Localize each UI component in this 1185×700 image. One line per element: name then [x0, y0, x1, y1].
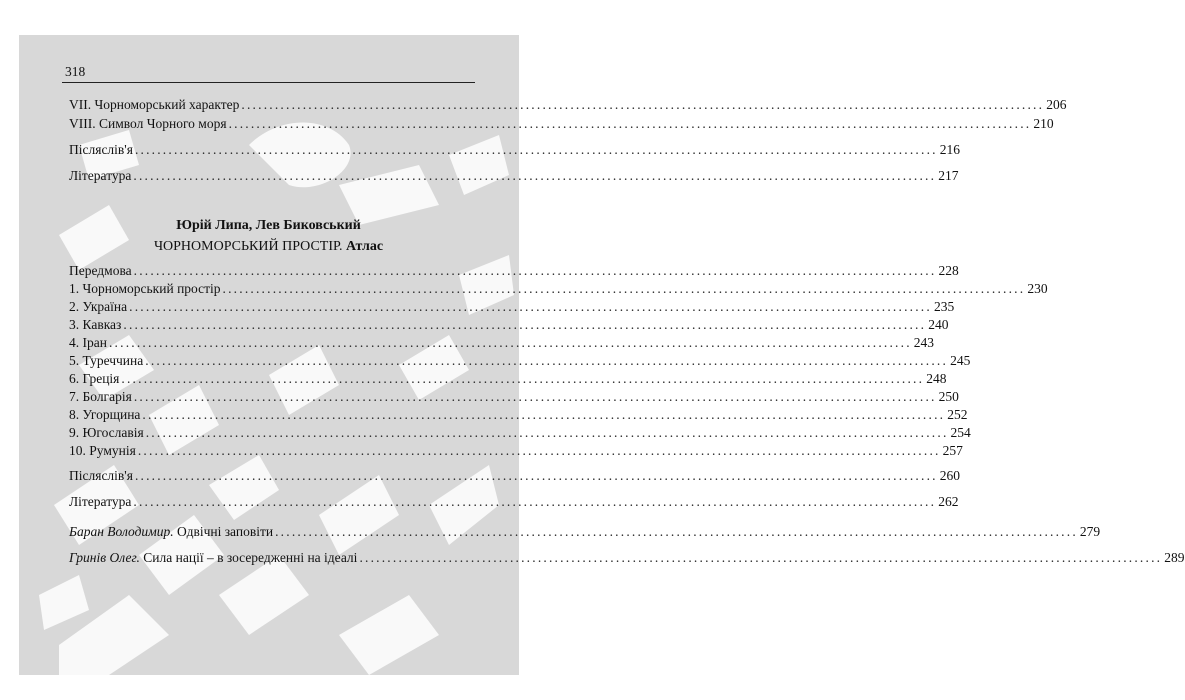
- dot-leader: ................................................................................................................................................: [133, 494, 937, 509]
- toc-entry: [69, 116, 1054, 132]
- dot-leader: ................................................................................................................................................: [133, 263, 937, 278]
- dot-leader: ................................................................................................................................................: [359, 550, 1163, 565]
- dot-leader: ................................................................................................................................................: [121, 371, 925, 386]
- toc-entry-page: 250: [938, 389, 959, 404]
- toc-entry-page: 206: [1046, 97, 1067, 112]
- toc-entry-page: 210: [1033, 116, 1054, 131]
- dot-leader: ................................................................................................................................................: [134, 142, 938, 157]
- toc-entry-page: 230: [1027, 281, 1048, 296]
- toc-entry-label: 6. Греція: [69, 371, 120, 386]
- toc-entry: [69, 524, 1101, 540]
- toc-entry: [69, 263, 959, 279]
- toc-entry-title: Сила нації – в зосередженні на ідеалі: [143, 550, 358, 565]
- dot-leader: ................................................................................................................................................: [275, 524, 1078, 539]
- dot-leader: ................................................................................................................................................: [137, 443, 941, 458]
- toc-entry-page: 289: [1164, 550, 1185, 565]
- book-title: [62, 239, 475, 255]
- toc-entry-page: 248: [926, 371, 947, 386]
- toc-entry-page: 279: [1079, 524, 1101, 539]
- toc-entry: [69, 353, 971, 369]
- toc-entry-page: 243: [913, 335, 935, 350]
- toc-entry-label: 8. Угорщина: [69, 407, 141, 422]
- toc-entry-label: VIII. Символ Чорного моря: [69, 116, 227, 131]
- header-rule: [62, 82, 475, 83]
- toc-entry: [69, 299, 955, 315]
- toc-entry: [69, 425, 971, 441]
- page-number: 318: [65, 64, 86, 79]
- toc-entry: [69, 550, 1185, 566]
- page-frame: [19, 35, 1185, 675]
- toc-entry: [69, 97, 1067, 113]
- toc-entry-page: 254: [950, 425, 971, 440]
- dot-leader: ................................................................................................................................................: [228, 116, 1032, 131]
- dot-leader: ................................................................................................................................................: [241, 97, 1045, 112]
- toc-entry-label: 9. Югославія: [69, 425, 144, 440]
- dot-leader: ................................................................................................................................................: [123, 317, 927, 332]
- toc-entry: [69, 168, 959, 184]
- toc-entry-author: Гринів Олег.: [69, 550, 140, 565]
- dot-leader: ................................................................................................................................................: [145, 425, 949, 440]
- toc-entry-page: 257: [942, 443, 963, 458]
- toc-entry-page: 217: [938, 168, 959, 183]
- toc-entry-label: Передмова: [69, 263, 132, 278]
- dot-leader: ................................................................................................................................................: [129, 299, 932, 314]
- book-authors: Юрій Липа, Лев Биковський: [176, 218, 361, 233]
- book-subtitle: Атлас: [346, 239, 384, 254]
- dot-leader: ................................................................................................................................................: [133, 168, 937, 183]
- toc-entry-label: Післяслів'я: [69, 142, 133, 157]
- dot-leader: ................................................................................................................................................: [142, 407, 946, 422]
- toc-entry: [69, 443, 963, 459]
- dot-leader: ................................................................................................................................................: [133, 389, 937, 404]
- dot-leader: ................................................................................................................................................: [108, 335, 912, 350]
- book-title-text: ЧОРНОМОРСЬКИЙ ПРОСТІР.: [153, 239, 343, 254]
- toc-entry: [69, 281, 1048, 297]
- toc-entry-page: 240: [928, 317, 949, 332]
- toc-entry-label: 3. Кавказ: [69, 317, 122, 332]
- dot-leader: ................................................................................................................................................: [222, 281, 1026, 296]
- toc-entry: [69, 371, 947, 387]
- toc-entry-page: 228: [938, 263, 959, 278]
- toc-entry: [69, 407, 968, 423]
- toc-entry-page: 235: [933, 299, 955, 314]
- toc-entry-label: Література: [69, 494, 132, 509]
- toc-entry: [69, 468, 960, 484]
- toc-entry-label: 5. Туреччина: [69, 353, 144, 368]
- toc-entry: [69, 335, 935, 351]
- toc-entry-label: VII. Чорноморський характер: [69, 97, 240, 112]
- toc-entry: [69, 317, 949, 333]
- toc-entry-label: 10. Румунія: [69, 443, 136, 458]
- toc-entry-page: 262: [938, 494, 959, 509]
- toc-entry-page: 252: [947, 407, 968, 422]
- toc-entry-page: 245: [950, 353, 971, 368]
- dot-leader: ................................................................................................................................................: [134, 468, 938, 483]
- toc-entry: [69, 142, 960, 158]
- toc-entry-label: 7. Болгарія: [69, 389, 132, 404]
- toc-entry-title: Одвічні заповіти: [177, 524, 274, 539]
- toc-entry-author: Баран Володимир.: [69, 524, 174, 539]
- toc-entry: [69, 494, 959, 510]
- toc-entry-page: 216: [939, 142, 960, 157]
- toc-entry-label: 1. Чорноморський простір: [69, 281, 221, 296]
- toc-entry: [69, 389, 959, 405]
- toc-entry-label: [69, 550, 357, 566]
- toc-entry-label: 2. Україна: [69, 299, 128, 314]
- dot-leader: ................................................................................................................................................: [145, 353, 949, 368]
- toc-entry-label: [69, 524, 273, 540]
- toc-entry-page: 260: [939, 468, 960, 483]
- toc-entry-label: 4. Іран: [69, 335, 107, 350]
- toc-entry-label: Література: [69, 168, 132, 183]
- toc-entry-label: Післяслів'я: [69, 468, 133, 483]
